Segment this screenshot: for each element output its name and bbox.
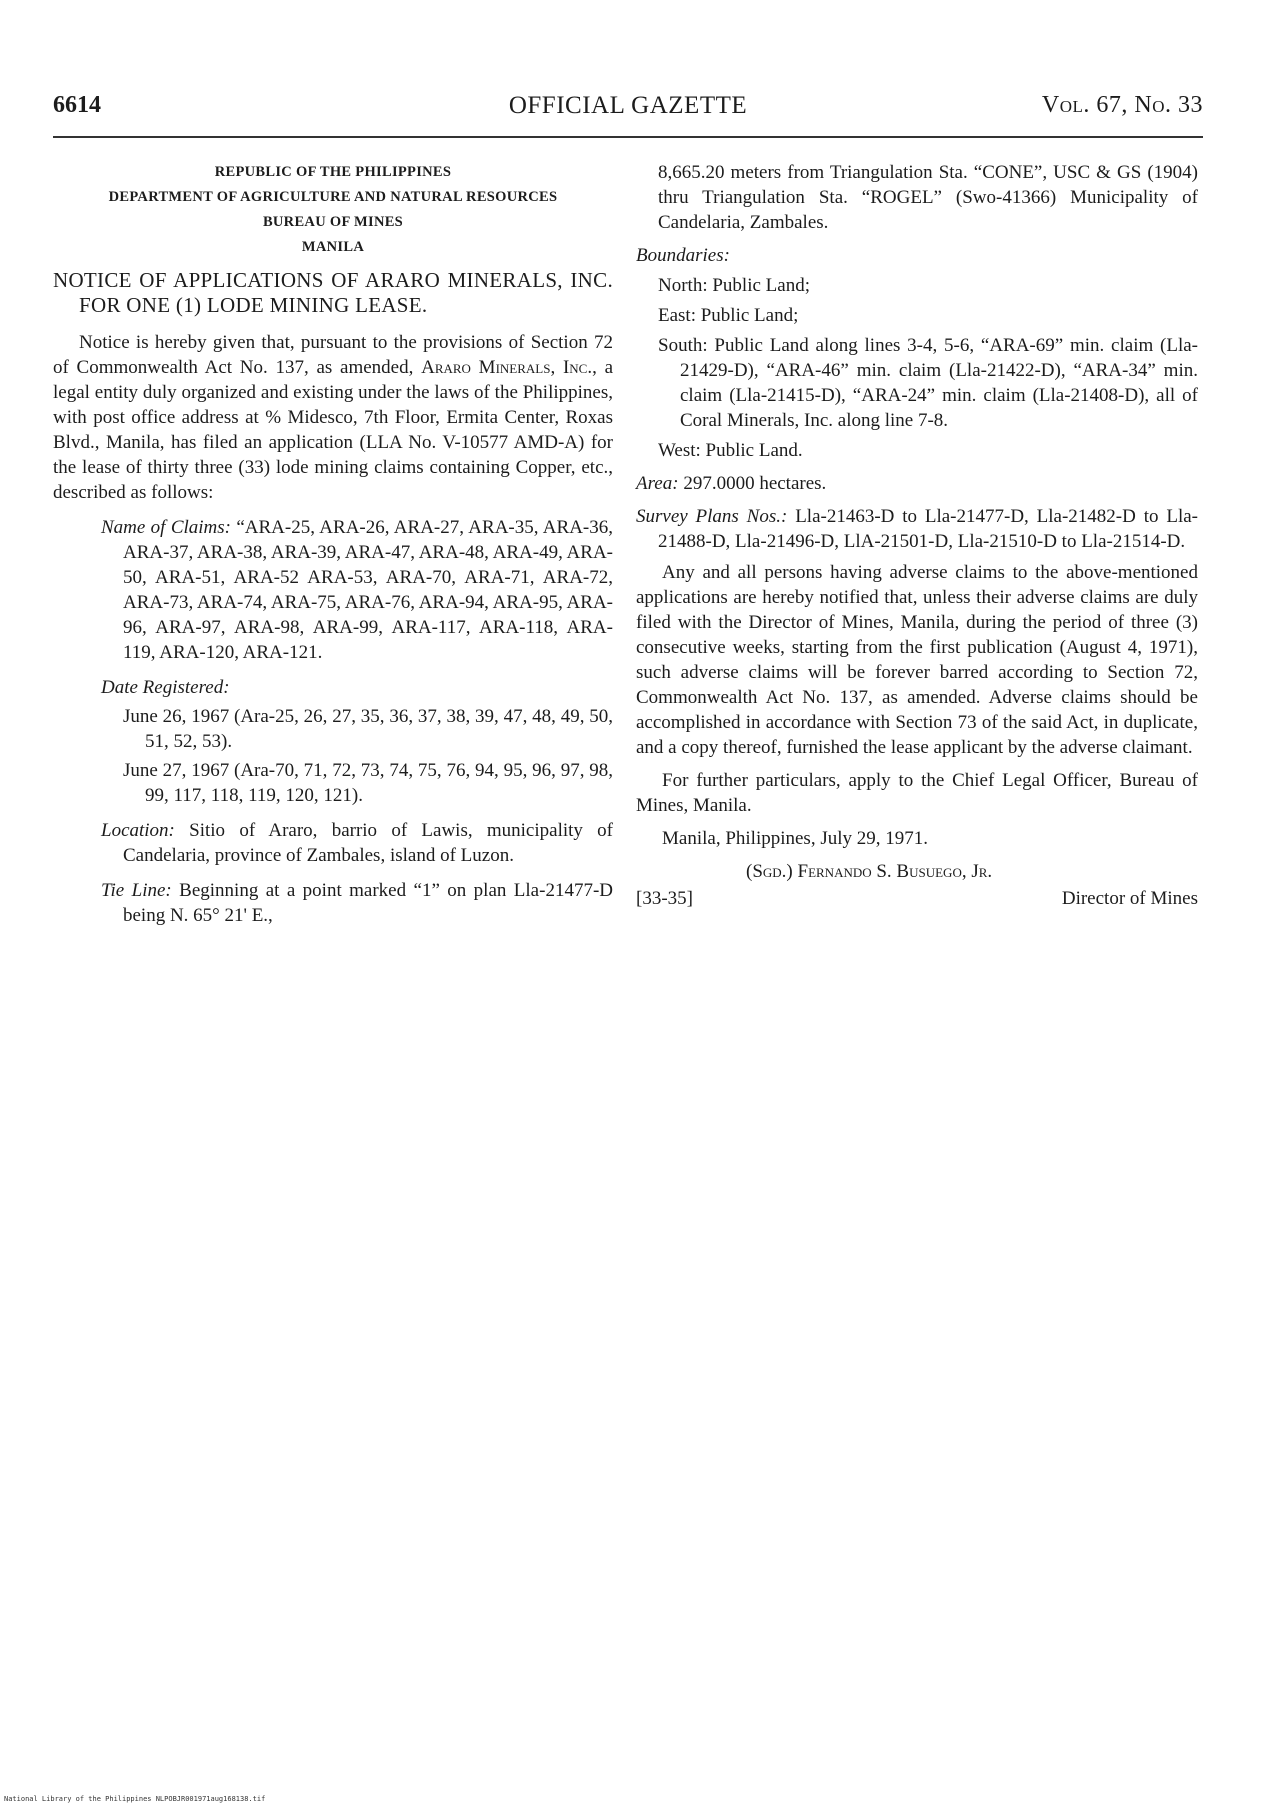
further-particulars-paragraph: For further particulars, apply to the Chief Legal Officer, Bureau of Mines, Manila. bbox=[636, 770, 1198, 816]
company-name: Araro Minerals, Inc. bbox=[421, 357, 593, 378]
area-text: 297.0000 hectares. bbox=[683, 473, 827, 494]
intro-text-a: Notice is hereby given that, pursuant to the provisions of Section 72 of Commonwealth Act No. 137, as amended, bbox=[53, 332, 613, 378]
tie-line-continued: 8,665.20 meters from Triangulation Sta. “CONE”, USC & GS (1904) thru Triangulation Sta. “ROGEL” (Swo-41366) Municipality of Candelaria, Zambales. bbox=[658, 162, 1198, 233]
claims-text: “ARA-25, ARA-26, ARA-27, ARA-35, ARA-36, ARA-37, ARA-38, ARA-39, ARA-47, ARA-48, ARA-49, ARA-50, ARA-51, ARA-52 ARA-53, ARA-70, ARA-71, ARA-72, ARA-73, ARA-74, ARA-75, ARA-76, ARA-94, ARA-95, ARA-96, ARA-97, ARA-98, ARA-99, ARA-117, ARA-118, ARA-119, ARA-120, ARA-121. bbox=[123, 517, 613, 663]
survey-text: Lla-21463-D to Lla-21477-D, Lla-21482-D to Lla-21488-D, Lla-21496-D, LlA-21501-D, Lla-21510-D to Lla-21514-D. bbox=[658, 506, 1198, 552]
claims-list bbox=[101, 515, 613, 665]
survey-plans bbox=[636, 504, 1198, 554]
scan-footer: National Library of the Philippines NLPOBJR001971aug168138.tif bbox=[4, 1795, 266, 1803]
date-registered-2: June 27, 1967 (Ara-70, 71, 72, 73, 74, 75, 76, 94, 95, 96, 97, 98, 99, 117, 118, 119, 120, 121). bbox=[123, 760, 613, 806]
volume-number: Vol. 67, No. 33 bbox=[1041, 92, 1203, 118]
tie-line bbox=[101, 878, 613, 928]
adverse-claims-paragraph: Any and all persons having adverse claims to the above-mentioned applications are hereby notified that, unless their adverse claims are duly filed with the Director of Mines, Manila, during the period of three (3) consecutive weeks, starting from the first publication (August 4, 1971), such adverse claims will be forever barred according to Section 72, Commonwealth Act No. 137, as amended. Adverse claims should be accomplished in accordance with Section 73 of the said Act, in duplicate, and a copy thereof, furnished the lease applicant by the adverse claimant. bbox=[636, 562, 1198, 758]
left-column bbox=[53, 160, 613, 928]
boundary-west: West: Public Land. bbox=[658, 440, 803, 461]
boundary-south: South: Public Land along lines 3-4, 5-6, “ARA-69” min. claim (Lla-21429-D), “ARA-46” min. claim (Lla-21422-D), “ARA-34” min. claim (Lla-21415-D), “ARA-24” min. claim (Lla-21408-D), all of Coral Minerals, Inc. along line 7-8. bbox=[658, 335, 1198, 431]
intro-text-b: , a legal entity duly organized and existing under the laws of the Philippines, with post office address at % Midesco, 7th Floor, Ermita Center, Roxas Blvd., Manila, has filed an application (LLA No. V-10577 AMD-A) for the lease of thirty three (33) lode mining claims containing Copper, etc., described as follows: bbox=[53, 357, 614, 503]
boundary-east: East: Public Land; bbox=[658, 305, 799, 326]
boundary-north: North: Public Land; bbox=[658, 275, 810, 296]
date-registered-1: June 26, 1967 (Ara-25, 26, 27, 35, 36, 37, 38, 39, 47, 48, 49, 50, 51, 52, 53). bbox=[123, 706, 613, 752]
publication-title: OFFICIAL GAZETTE bbox=[508, 92, 748, 119]
area bbox=[636, 471, 1198, 496]
location-text: Sitio of Araro, barrio of Lawis, municipality of Candelaria, province of Zambales, island of Luzon. bbox=[123, 820, 613, 866]
tie-line-label: Tie Line: bbox=[101, 880, 172, 901]
date-place: Manila, Philippines, July 29, 1971. bbox=[662, 828, 928, 849]
signer-title: Director of Mines bbox=[1061, 888, 1198, 909]
boundaries-label: Boundaries: bbox=[636, 245, 730, 266]
signature-footer bbox=[636, 886, 1198, 912]
tie-line-text: Beginning at a point marked “1” on plan Lla-21477-D being N. 65° 21' E., bbox=[123, 880, 613, 926]
page-header bbox=[53, 92, 1203, 132]
header-rule bbox=[53, 136, 1203, 138]
dept-line-department: DEPARTMENT OF AGRICULTURE AND NATURAL RESOURCES bbox=[108, 189, 558, 205]
right-column bbox=[636, 160, 1198, 912]
area-label: Area: bbox=[636, 473, 679, 494]
intro-paragraph bbox=[53, 330, 613, 505]
date-registered-label: Date Registered: bbox=[101, 677, 230, 698]
department-heading bbox=[53, 160, 613, 260]
publication-reference: [33-35] bbox=[636, 888, 693, 909]
notice-title: NOTICE OF APPLICATIONS OF ARARO MINERALS, INC. FOR ONE (1) LODE MINING LEASE. bbox=[53, 268, 613, 317]
location bbox=[101, 818, 613, 868]
location-label: Location: bbox=[101, 820, 175, 841]
dept-line-city: MANILA bbox=[301, 239, 365, 255]
dept-line-bureau: BUREAU OF MINES bbox=[262, 214, 404, 230]
survey-label: Survey Plans Nos.: bbox=[636, 506, 788, 527]
claims-label: Name of Claims: bbox=[101, 517, 231, 538]
page-number: 6614 bbox=[53, 92, 101, 118]
signature: (Sgd.) Fernando S. Busuego, Jr. bbox=[746, 861, 993, 882]
dept-line-republic: REPUBLIC OF THE PHILIPPINES bbox=[214, 164, 452, 180]
